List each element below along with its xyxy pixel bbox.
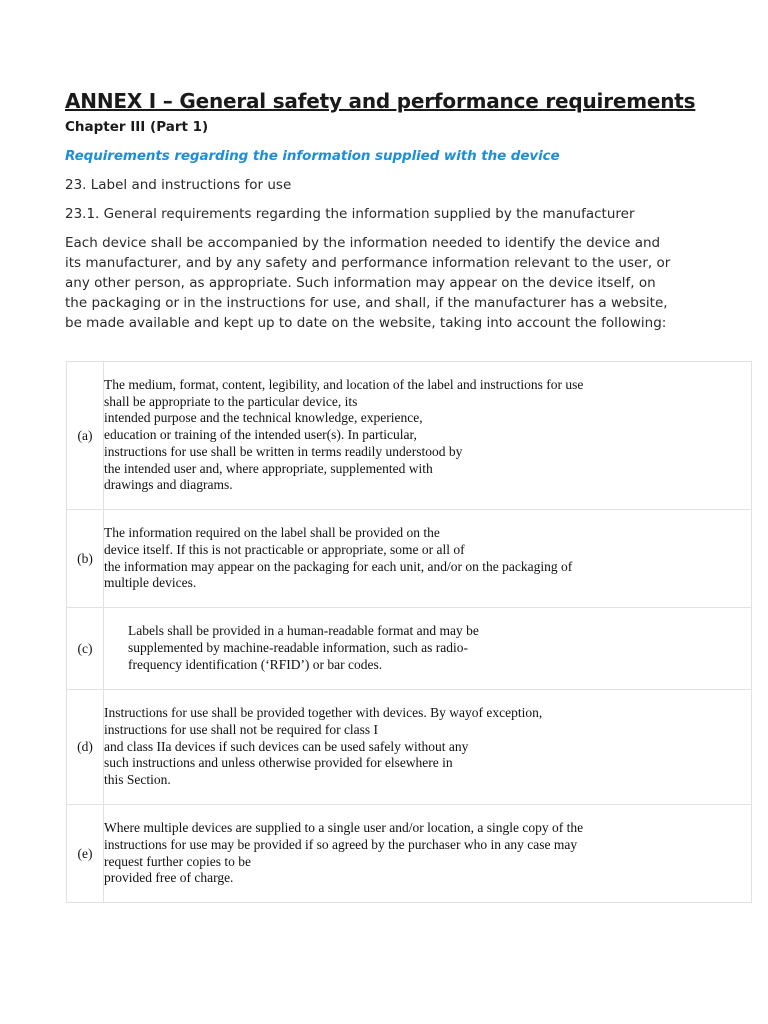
row-text: Instructions for use shall be provided together with devices. By wayof exception, instructions for use shall not be required for class I and class IIa devices if such devices can be used safely without any such instructions and unless otherwise provided for elsewhere in this Section. xyxy=(104,690,752,805)
table-row xyxy=(67,510,752,608)
row-label: (e) xyxy=(67,805,104,903)
row-text: Where multiple devices are supplied to a single user and/or location, a single copy of the instructions for use may be provided if so agreed by the purchaser who in any case may request further copies to be provided free of charge. xyxy=(104,805,752,903)
section-heading: 23. Label and instructions for use xyxy=(65,177,292,193)
document-page xyxy=(65,86,755,333)
row-label: (a) xyxy=(67,362,104,510)
table-row xyxy=(67,805,752,903)
subsection-heading: 23.1. General requirements regarding the information supplied by the manufacturer xyxy=(65,206,635,222)
requirements-table xyxy=(66,361,752,903)
table-row xyxy=(67,608,752,690)
table-row xyxy=(67,362,752,510)
row-text: The information required on the label shall be provided on the device itself. If this is not practicable or appropriate, some or all of the information may appear on the packaging for each unit, and/or on the packaging of multiple devices. xyxy=(104,510,752,608)
row-label: (d) xyxy=(67,690,104,805)
row-text: Labels shall be provided in a human-readable format and may be supplemented by machine-readable information, such as radio- frequency identification (‘RFID’) or bar codes. xyxy=(104,608,752,690)
row-label: (b) xyxy=(67,510,104,608)
document-title: ANNEX I – General safety and performance requirements xyxy=(65,89,696,113)
table-row xyxy=(67,690,752,805)
row-text: The medium, format, content, legibility, and location of the label and instructions for use shall be appropriate to the particular device, its intended purpose and the technical knowledge, experience, education or training of the intended user(s). In particular, instructions for use shall be written in terms readily understood by the intended user and, where appropriate, supplemented with drawings and diagrams. xyxy=(104,362,752,510)
chapter-heading: Chapter III (Part 1) xyxy=(65,119,209,135)
intro-paragraph: Each device shall be accompanied by the information needed to identify the device and its manufacturer, and by any safety and performance information relevant to the user, or any other person, as appropriate. Such information may appear on the device itself, on the packaging or in the instructions for use, and shall, if the manufacturer has a website, be made available and kept up to date on the website, taking into account the following: xyxy=(65,235,671,331)
row-label: (c) xyxy=(67,608,104,690)
section-subheading: Requirements regarding the information supplied with the device xyxy=(65,148,560,164)
